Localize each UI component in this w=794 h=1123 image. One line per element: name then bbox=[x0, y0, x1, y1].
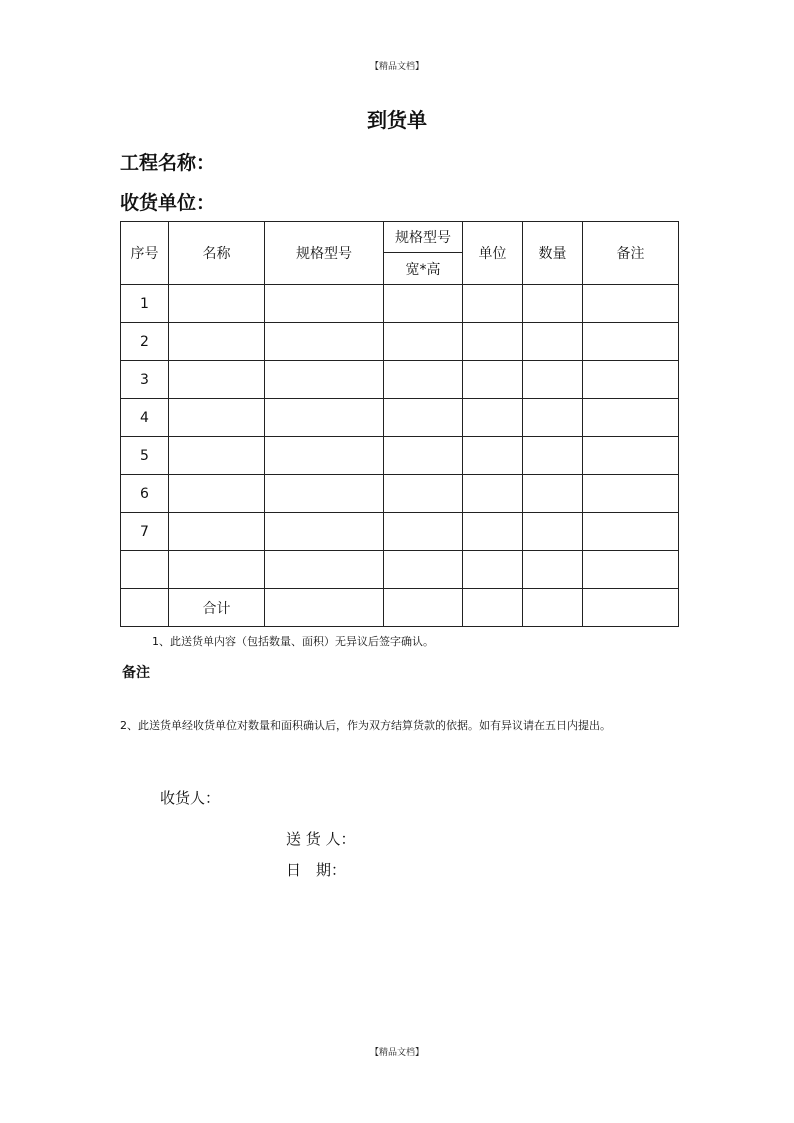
name-cell bbox=[169, 475, 265, 513]
receiving-unit-label: 收货单位： bbox=[120, 192, 216, 214]
qty-cell bbox=[523, 513, 583, 551]
table-row bbox=[121, 551, 679, 589]
receiver-label: 收货人： bbox=[160, 789, 221, 807]
date-label: 日 期： bbox=[286, 861, 347, 879]
spec-cell bbox=[265, 437, 384, 475]
seq-cell: 7 bbox=[121, 513, 169, 551]
table-row bbox=[121, 323, 679, 361]
name-cell bbox=[169, 399, 265, 437]
remark-cell bbox=[583, 589, 679, 627]
seq-cell bbox=[121, 551, 169, 589]
qty-cell bbox=[523, 551, 583, 589]
qty-cell bbox=[523, 589, 583, 627]
seq-cell: 6 bbox=[121, 475, 169, 513]
header-spec2-bottom: 宽*高 bbox=[384, 253, 463, 285]
spec2-cell bbox=[384, 475, 463, 513]
seq-cell: 5 bbox=[121, 437, 169, 475]
name-cell bbox=[169, 323, 265, 361]
table-row bbox=[121, 513, 679, 551]
unit-cell bbox=[463, 323, 523, 361]
name-cell: 合计 bbox=[169, 589, 265, 627]
qty-cell bbox=[523, 475, 583, 513]
seq-cell: 1 bbox=[121, 285, 169, 323]
note-1: 1、此送货单内容（包括数量、面积）无异议后签字确认。 bbox=[152, 635, 434, 648]
remark-cell bbox=[583, 437, 679, 475]
spec2-cell bbox=[384, 285, 463, 323]
seq-cell: 4 bbox=[121, 399, 169, 437]
table-row bbox=[121, 399, 679, 437]
spec2-cell bbox=[384, 399, 463, 437]
unit-cell bbox=[463, 361, 523, 399]
table-header-row bbox=[121, 222, 679, 253]
name-cell bbox=[169, 551, 265, 589]
remark-cell bbox=[583, 361, 679, 399]
header-tag: 【精品文档】 bbox=[369, 62, 424, 72]
remark-cell bbox=[583, 285, 679, 323]
document-title: 到货单 bbox=[367, 108, 427, 132]
remark-cell bbox=[583, 399, 679, 437]
header-spec2-top: 规格型号 bbox=[384, 222, 463, 253]
qty-cell bbox=[523, 437, 583, 475]
table-row bbox=[121, 589, 679, 627]
spec-cell bbox=[265, 323, 384, 361]
header-remark: 备注 bbox=[583, 222, 679, 285]
unit-cell bbox=[463, 513, 523, 551]
unit-cell bbox=[463, 399, 523, 437]
note-2: 2、此送货单经收货单位对数量和面积确认后，作为双方结算货款的依据。如有异议请在五日内提出。 bbox=[120, 719, 611, 732]
unit-cell bbox=[463, 551, 523, 589]
header-unit: 单位 bbox=[463, 222, 523, 285]
header-seq: 序号 bbox=[121, 222, 169, 285]
unit-cell bbox=[463, 437, 523, 475]
goods-table bbox=[120, 221, 679, 627]
table-row bbox=[121, 285, 679, 323]
spec2-cell bbox=[384, 361, 463, 399]
header-qty: 数量 bbox=[523, 222, 583, 285]
seq-cell: 2 bbox=[121, 323, 169, 361]
footer-tag: 【精品文档】 bbox=[369, 1048, 424, 1058]
header-spec: 规格型号 bbox=[265, 222, 384, 285]
spec2-cell bbox=[384, 513, 463, 551]
table-row bbox=[121, 437, 679, 475]
spec2-cell bbox=[384, 589, 463, 627]
name-cell bbox=[169, 513, 265, 551]
seq-cell bbox=[121, 589, 169, 627]
qty-cell bbox=[523, 361, 583, 399]
remark-cell bbox=[583, 323, 679, 361]
qty-cell bbox=[523, 399, 583, 437]
remark-heading: 备注 bbox=[122, 665, 150, 681]
remark-cell bbox=[583, 513, 679, 551]
qty-cell bbox=[523, 285, 583, 323]
name-cell bbox=[169, 437, 265, 475]
spec-cell bbox=[265, 399, 384, 437]
sender-label: 送 货 人： bbox=[286, 830, 356, 848]
seq-cell: 3 bbox=[121, 361, 169, 399]
qty-cell bbox=[523, 323, 583, 361]
name-cell bbox=[169, 361, 265, 399]
spec2-cell bbox=[384, 437, 463, 475]
spec-cell bbox=[265, 551, 384, 589]
unit-cell bbox=[463, 589, 523, 627]
unit-cell bbox=[463, 285, 523, 323]
spec-cell bbox=[265, 589, 384, 627]
table-row bbox=[121, 475, 679, 513]
spec-cell bbox=[265, 285, 384, 323]
remark-cell bbox=[583, 551, 679, 589]
unit-cell bbox=[463, 475, 523, 513]
spec-cell bbox=[265, 513, 384, 551]
spec2-cell bbox=[384, 323, 463, 361]
header-name: 名称 bbox=[169, 222, 265, 285]
spec2-cell bbox=[384, 551, 463, 589]
table-row bbox=[121, 361, 679, 399]
spec-cell bbox=[265, 361, 384, 399]
remark-cell bbox=[583, 475, 679, 513]
name-cell bbox=[169, 285, 265, 323]
project-name-label: 工程名称： bbox=[120, 152, 216, 174]
spec-cell bbox=[265, 475, 384, 513]
